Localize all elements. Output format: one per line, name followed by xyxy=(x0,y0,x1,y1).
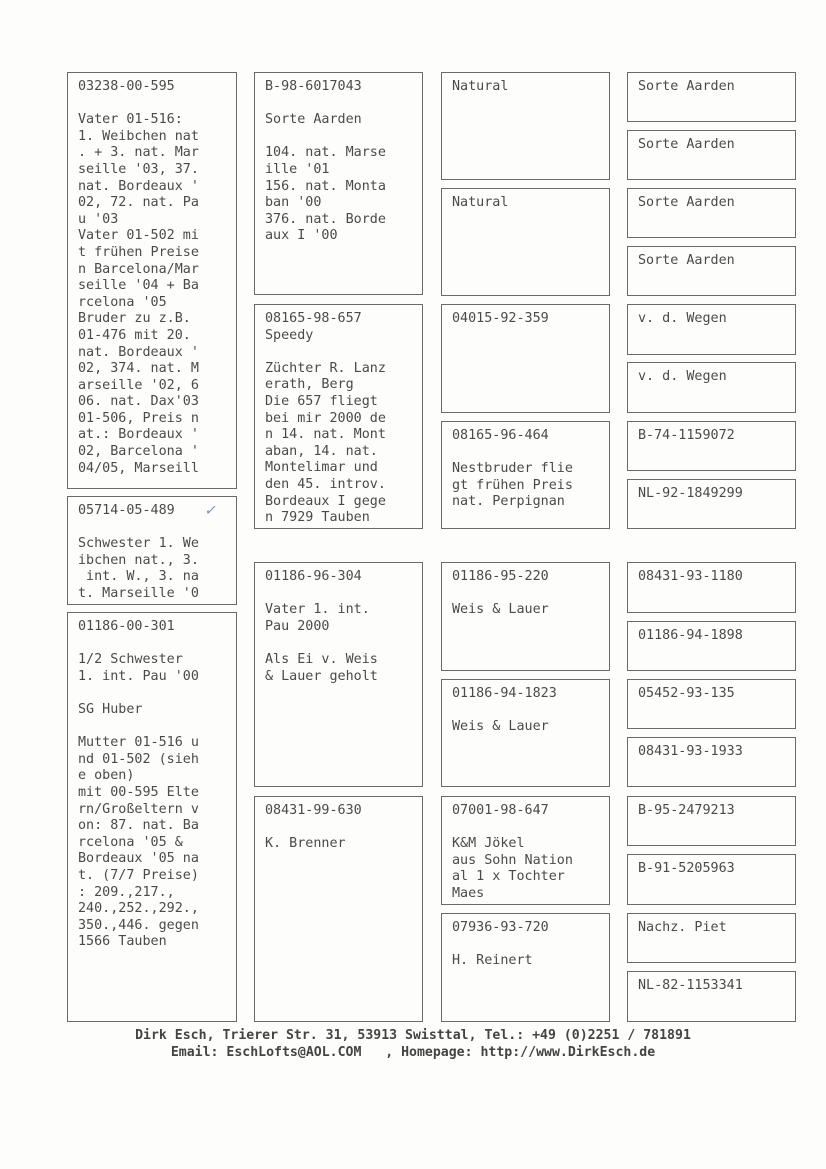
pedigree-text-line: Züchter R. Lanz xyxy=(265,360,386,376)
pedigree-box-gd-2 xyxy=(441,421,610,529)
pedigree-text-line: K&M Jökel xyxy=(452,836,525,852)
pedigree-text-line xyxy=(452,445,599,462)
pedigree-text-line: on: 87. nat. Ba xyxy=(78,818,199,834)
pedigree-text-line xyxy=(452,820,599,837)
ring-number: B-98-6017043 xyxy=(265,79,362,94)
ring-number: 05714-05-489 xyxy=(78,503,175,518)
pedigree-text-line: nd 01-502 (sieh xyxy=(78,751,199,767)
ring-number: Sorte Aarden xyxy=(638,137,735,152)
ring-number: B-74-1159072 xyxy=(638,428,735,443)
pedigree-text-line xyxy=(265,820,412,837)
ring-number: B-95-2479213 xyxy=(638,803,735,818)
ring-number: Sorte Aarden xyxy=(638,79,735,94)
pedigree-box-ggp-7 xyxy=(627,421,796,471)
pedigree-box-sire-2 xyxy=(254,562,423,787)
pedigree-text-line: Mutter 01-516 u xyxy=(78,735,199,751)
pedigree-text-line: den 45. introv. xyxy=(265,476,386,492)
pedigree-box-ggp-12 xyxy=(627,737,796,787)
pedigree-box-ggp-13 xyxy=(627,796,796,846)
pedigree-text-line: ille '01 xyxy=(265,161,330,177)
pedigree-text-line: n Barcelona/Mar xyxy=(78,261,199,277)
pedigree-box-gs-3 xyxy=(441,562,610,671)
pedigree-text-line: 104. nat. Marse xyxy=(265,145,386,161)
pedigree-text-line: H. Reinert xyxy=(452,953,533,969)
pedigree-box-ggp-16 xyxy=(627,971,796,1022)
pedigree-text-line: 02, 374. nat. M xyxy=(78,361,199,377)
pedigree-box-dam-2 xyxy=(254,796,423,1022)
pedigree-text-line: e oben) xyxy=(78,768,135,784)
pedigree-text-line: Pau 2000 xyxy=(265,618,330,634)
pedigree-text-line: 1566 Tauben xyxy=(78,934,167,950)
pedigree-text-line: 01-506, Preis n xyxy=(78,410,199,426)
pedigree-text-line xyxy=(452,937,599,954)
pedigree-text-line: rcelona '05 xyxy=(78,294,167,310)
pedigree-text-line: erath, Berg xyxy=(265,377,354,393)
ring-number: 08165-96-464 xyxy=(452,428,549,443)
pedigree-box-ggp-15 xyxy=(627,913,796,963)
ring-number: 01186-00-301 xyxy=(78,619,175,634)
pedigree-text-line: rn/Großeltern v xyxy=(78,801,199,817)
pedigree-text-line: 1/2 Schwester xyxy=(78,652,183,668)
ring-number: 07001-98-647 xyxy=(452,803,549,818)
ring-number: 01186-95-220 xyxy=(452,569,549,584)
pedigree-box-gs-1 xyxy=(441,72,610,180)
pedigree-text-line: int. W., 3. na xyxy=(78,569,199,585)
ring-number: v. d. Wegen xyxy=(638,369,727,384)
pedigree-text-line xyxy=(452,703,599,720)
pedigree-text-line xyxy=(78,96,226,113)
pedigree-text-line: aus Sohn Nation xyxy=(452,852,573,868)
pedigree-text-line xyxy=(265,344,412,361)
footer-contact: Email: EschLofts@AOL.COM , Homepage: http://www.DirkEsch.de xyxy=(170,1045,656,1060)
pedigree-box-dam xyxy=(254,304,423,529)
ring-number: Sorte Aarden xyxy=(638,195,735,210)
ring-number: 03238-00-595 xyxy=(78,79,175,94)
pedigree-text-line: seille '03, 37. xyxy=(78,161,199,177)
pedigree-text-line xyxy=(265,635,412,652)
pedigree-text-line xyxy=(78,636,226,653)
pedigree-text-line: Als Ei v. Weis xyxy=(265,651,378,667)
pedigree-text-line: Vater 1. int. xyxy=(265,602,370,618)
pedigree-text-line: 376. nat. Borde xyxy=(265,211,386,227)
pedigree-text-line: Bordeaux I gege xyxy=(265,493,386,509)
pedigree-text-line: Speedy xyxy=(265,327,314,343)
pedigree-text-line: Maes xyxy=(452,885,485,901)
pedigree-text-line: Vater 01-502 mi xyxy=(78,228,199,244)
pedigree-box-sire xyxy=(254,72,423,295)
pedigree-text-line: t frühen Preise xyxy=(78,244,199,260)
pedigree-text-line: 04/05, Marseill xyxy=(78,460,199,476)
ring-number: 05452-93-135 xyxy=(638,686,735,701)
ring-number: 01186-94-1823 xyxy=(452,686,557,701)
pedigree-text-line: Die 657 fliegt xyxy=(265,393,378,409)
ring-number: 01186-94-1898 xyxy=(638,628,743,643)
ring-number: NL-82-1153341 xyxy=(638,978,743,993)
pedigree-text-line: Montelimar und xyxy=(265,460,378,476)
pedigree-text-line xyxy=(78,520,226,537)
pedigree-text-line: aux I '00 xyxy=(265,228,338,244)
pedigree-box-gs-4 xyxy=(441,796,610,905)
pedigree-text-line: nat. Bordeaux ' xyxy=(78,178,199,194)
pedigree-text-line: K. Brenner xyxy=(265,836,346,852)
footer-address: Dirk Esch, Trierer Str. 31, 53913 Swisttal, Tel.: +49 (0)2251 / 781891 xyxy=(135,1028,691,1043)
ring-number: 07936-93-720 xyxy=(452,920,549,935)
pedigree-text-line: nat. Perpignan xyxy=(452,494,565,510)
ring-number: NL-92-1849299 xyxy=(638,486,743,501)
ring-number: 08431-93-1180 xyxy=(638,569,743,584)
pedigree-text-line: Bordeaux '05 na xyxy=(78,851,199,867)
ring-number: Sorte Aarden xyxy=(638,253,735,268)
pedigree-box-ggp-10 xyxy=(627,621,796,671)
pedigree-text-line: rcelona '05 & xyxy=(78,834,183,850)
ring-number: v. d. Wegen xyxy=(638,311,727,326)
pedigree-box-sire-side xyxy=(67,496,237,605)
pedigree-text-line: gt frühen Preis xyxy=(452,477,573,493)
pedigree-text-line xyxy=(78,719,226,736)
pedigree-text-line: : 209.,217., xyxy=(78,884,175,900)
pedigree-text-line xyxy=(265,586,412,603)
pedigree-text-line: bei mir 2000 de xyxy=(265,410,386,426)
pedigree-text-line: 02, 72. nat. Pa xyxy=(78,195,199,211)
pedigree-text-line: 1. int. Pau '00 xyxy=(78,668,199,684)
pedigree-text-line: u '03 xyxy=(78,211,119,227)
pedigree-box-ggp-1 xyxy=(627,72,796,122)
pedigree-box-ggp-2 xyxy=(627,130,796,180)
pedigree-text-line: t. Marseille '0 xyxy=(78,585,199,601)
checkmark-icon: ✓ xyxy=(205,500,215,519)
pedigree-box-ggp-3 xyxy=(627,188,796,238)
pedigree-text-line: ban '00 xyxy=(265,195,322,211)
pedigree-text-line: Weis & Lauer xyxy=(452,602,549,618)
pedigree-text-line: n 7929 Tauben xyxy=(265,510,370,526)
pedigree-box-ggp-5 xyxy=(627,304,796,355)
pedigree-text-line: al 1 x Tochter xyxy=(452,869,565,885)
ring-number: 08431-93-1933 xyxy=(638,744,743,759)
pedigree-text-line xyxy=(265,96,412,113)
pedigree-text-line: nat. Bordeaux ' xyxy=(78,344,199,360)
pedigree-text-line xyxy=(452,586,599,603)
pedigree-text-line: Vater 01-516: xyxy=(78,112,183,128)
pedigree-text-line xyxy=(78,685,226,702)
pedigree-text-line: aban, 14. nat. xyxy=(265,443,378,459)
pedigree-text-line: Schwester 1. We xyxy=(78,536,199,552)
pedigree-text-line: 240.,252.,292., xyxy=(78,901,199,917)
ring-number: 04015-92-359 xyxy=(452,311,549,326)
pedigree-box-gd-4 xyxy=(441,913,610,1022)
ring-number: Natural xyxy=(452,79,509,94)
pedigree-box-ggp-8 xyxy=(627,479,796,529)
ring-number: Nachz. Piet xyxy=(638,920,727,935)
pedigree-box-gd-1 xyxy=(441,188,610,296)
pedigree-box-ggp-11 xyxy=(627,679,796,729)
pedigree-text-line: Bruder zu z.B. xyxy=(78,311,191,327)
pedigree-box-dam-side xyxy=(67,612,237,1022)
pedigree-box-subject xyxy=(67,72,237,489)
pedigree-text-line: 1. Weibchen nat xyxy=(78,128,199,144)
ring-number: B-91-5205963 xyxy=(638,861,735,876)
pedigree-box-ggp-9 xyxy=(627,562,796,613)
pedigree-text-line: 01-476 mit 20. xyxy=(78,327,191,343)
ring-number: Natural xyxy=(452,195,509,210)
pedigree-text-line: SG Huber xyxy=(78,701,143,717)
pedigree-text-line: Sorte Aarden xyxy=(265,112,362,128)
ring-number: 08431-99-630 xyxy=(265,803,362,818)
pedigree-box-ggp-14 xyxy=(627,854,796,905)
pedigree-box-ggp-6 xyxy=(627,362,796,413)
pedigree-text-line: 350.,446. gegen xyxy=(78,917,199,933)
pedigree-text-line: n 14. nat. Mont xyxy=(265,427,386,443)
pedigree-text-line: seille '04 + Ba xyxy=(78,278,199,294)
pedigree-box-gs-2 xyxy=(441,304,610,413)
ring-number: 01186-96-304 xyxy=(265,569,362,584)
pedigree-text-line: mit 00-595 Elte xyxy=(78,784,199,800)
pedigree-text-line: 06. nat. Dax'03 xyxy=(78,394,199,410)
pedigree-box-gd-3 xyxy=(441,679,610,787)
pedigree-text-line: Nestbruder flie xyxy=(452,461,573,477)
pedigree-text-line: t. (7/7 Preise) xyxy=(78,867,199,883)
pedigree-text-line: & Lauer geholt xyxy=(265,668,378,684)
pedigree-text-line: Weis & Lauer xyxy=(452,719,549,735)
pedigree-text-line: 156. nat. Monta xyxy=(265,178,386,194)
pedigree-text-line: arseille '02, 6 xyxy=(78,377,199,393)
pedigree-text-line: 02, Barcelona ' xyxy=(78,444,199,460)
pedigree-text-line: at.: Bordeaux ' xyxy=(78,427,199,443)
pedigree-text-line xyxy=(265,129,412,146)
ring-number: 08165-98-657 xyxy=(265,311,362,326)
pedigree-text-line: . + 3. nat. Mar xyxy=(78,145,199,161)
pedigree-text-line: ibchen nat., 3. xyxy=(78,552,199,568)
pedigree-box-ggp-4 xyxy=(627,246,796,296)
